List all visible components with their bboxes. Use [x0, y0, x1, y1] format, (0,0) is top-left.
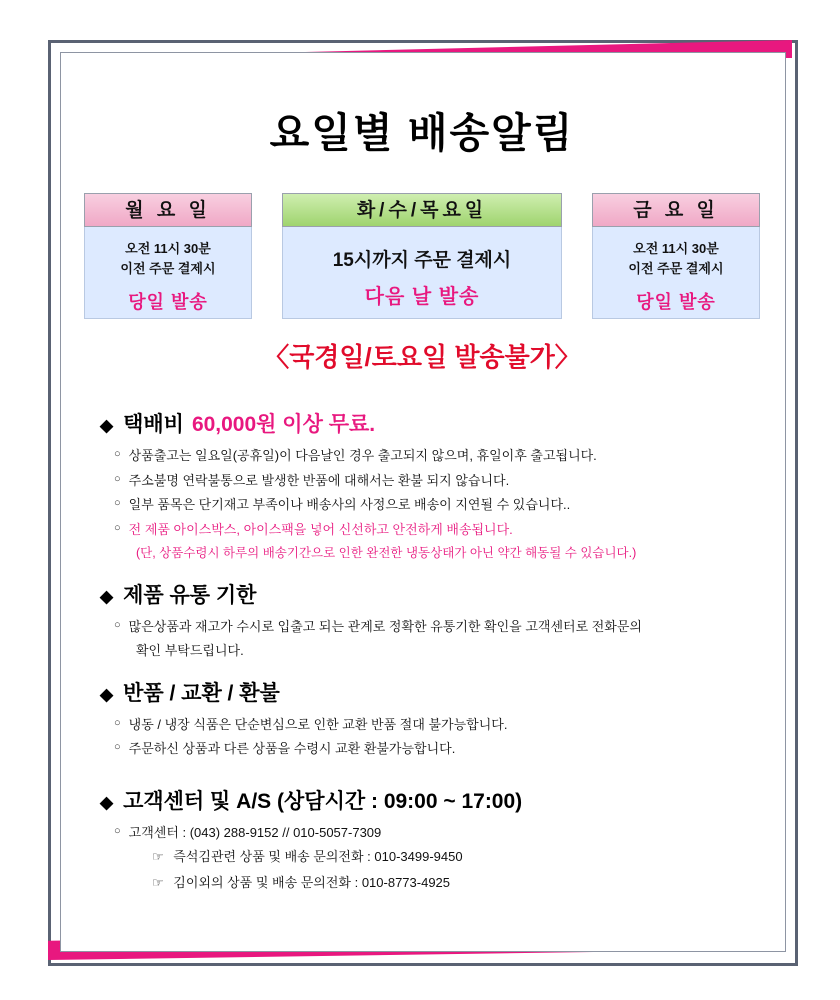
section-title-highlight-shipping-fee: 60,000원 이상 무료.	[191, 413, 376, 436]
list-item	[114, 739, 764, 759]
notes-section	[72, 408, 772, 894]
section-return-exchange-refund	[100, 677, 764, 759]
section-expiry	[100, 579, 764, 661]
list-item	[114, 446, 764, 466]
section-heading-return-exchange-refund	[100, 677, 764, 707]
list-item	[114, 471, 764, 491]
section-customer-service	[100, 785, 764, 894]
schedule-header-tue-wed-thu: 화/수/목요일	[282, 193, 562, 227]
schedule-highlight-tue-wed-thu: 다음 날 발송	[364, 286, 480, 308]
page-title: 요일별 배송알림	[269, 110, 575, 156]
circle-icon: ○	[114, 741, 121, 754]
section-title-expiry: 제품 유통 기한	[123, 583, 257, 607]
schedule-line2-monday: 이전 주문 결제시	[120, 260, 216, 276]
list-item	[114, 520, 764, 540]
schedule-card-tue-wed-thu	[282, 193, 562, 319]
circle-icon: ○	[114, 716, 121, 729]
circle-icon: ○	[114, 618, 121, 631]
diamond-icon: ◆	[100, 416, 114, 435]
list-item	[114, 715, 764, 735]
poster-content	[72, 62, 772, 932]
section-heading-customer-service	[100, 785, 764, 815]
list-item-text: 상품출고는 일요일(공휴일)이 다음날인 경우 출고되지 않으며, 휴일이후 출고됩니다.	[128, 448, 597, 463]
pointing-hand-icon: ☞	[152, 849, 164, 865]
diamond-icon: ◆	[100, 684, 114, 704]
circle-icon: ○	[114, 497, 121, 509]
circle-icon: ○	[114, 824, 121, 837]
holiday-notice: 〈국경일/토요일 발송불가〉	[263, 342, 581, 372]
schedule-highlight-friday: 당일 발송	[636, 292, 716, 312]
schedule-body-friday	[592, 227, 760, 319]
delivery-schedule-row	[72, 193, 772, 319]
schedule-highlight-monday: 당일 발송	[128, 292, 208, 312]
shipping-fee-subnote: (단, 상품수령시 하루의 배송기간으로 인한 완전한 냉동상태가 아닌 약간 해동될 수 있습니다.)	[136, 546, 637, 560]
schedule-body-tue-wed-thu	[282, 227, 562, 319]
section-title-customer-service: 고객센터 및 A/S (상담시간 : 09:00 ~ 17:00)	[123, 789, 523, 813]
schedule-card-friday	[592, 193, 760, 319]
schedule-line2-friday: 이전 주문 결제시	[628, 260, 724, 276]
schedule-body-monday	[84, 227, 252, 319]
section-heading-shipping-fee	[100, 408, 764, 438]
list-item	[114, 823, 764, 843]
schedule-line1-friday: 오전 11시 30분	[633, 241, 719, 256]
customer-service-extra-contact	[152, 873, 764, 894]
list-item-text: 주소불명 연락불통으로 발생한 반품에 대해서는 환불 되지 않습니다.	[128, 472, 510, 488]
schedule-header-friday: 금 요 일	[592, 193, 760, 227]
pointing-hand-icon: ☞	[152, 875, 164, 891]
list-item-text: 많은상품과 재고가 수시로 입출고 되는 관계로 정확한 유통기한 확인을 고객센터로 전화문의	[128, 618, 642, 634]
customer-service-extra-contact	[152, 847, 764, 868]
schedule-line1-tue-wed-thu: 15시까지 주문 결제시	[332, 250, 512, 271]
section-title-shipping-fee: 택배비	[123, 413, 184, 436]
diamond-icon: ◆	[100, 792, 114, 812]
list-item-text: 냉동 / 냉장 식품은 단순변심으로 인한 교환 반품 절대 불가능합니다.	[128, 716, 508, 732]
section-title-return-exchange-refund: 반품 / 교환 / 환불	[123, 681, 280, 705]
circle-icon: ○	[114, 448, 121, 460]
expiry-continuation-text: 확인 부탁드립니다.	[136, 643, 244, 659]
customer-service-extra-contact-text: 즉석김관련 상품 및 배송 문의전화 : 010-3499-9450	[173, 849, 463, 865]
list-item	[114, 617, 764, 637]
diamond-icon: ◆	[100, 586, 114, 606]
list-item-text: 일부 품목은 단기재고 부족이나 배송사의 사정으로 배송이 지연될 수 있습니다..	[128, 497, 571, 512]
customer-service-main-contact: 고객센터 : (043) 288-9152 // 010-5057-7309	[128, 824, 382, 840]
circle-icon: ○	[114, 472, 121, 485]
circle-icon: ○	[114, 521, 121, 534]
list-item	[114, 495, 764, 515]
customer-service-extra-contact-text: 김이외의 상품 및 배송 문의전화 : 010-8773-4925	[173, 875, 451, 891]
schedule-header-monday: 월 요 일	[84, 193, 252, 227]
schedule-card-monday	[84, 193, 252, 319]
section-shipping-fee	[100, 408, 764, 563]
schedule-line1-monday: 오전 11시 30분	[125, 241, 211, 256]
section-heading-expiry	[100, 579, 764, 609]
list-item-text: 주문하신 상품과 다른 상품을 수령시 교환 환불가능합니다.	[128, 741, 456, 757]
list-item-text: 전 제품 아이스박스, 아이스팩을 넣어 신선하고 안전하게 배송됩니다.	[128, 521, 513, 537]
